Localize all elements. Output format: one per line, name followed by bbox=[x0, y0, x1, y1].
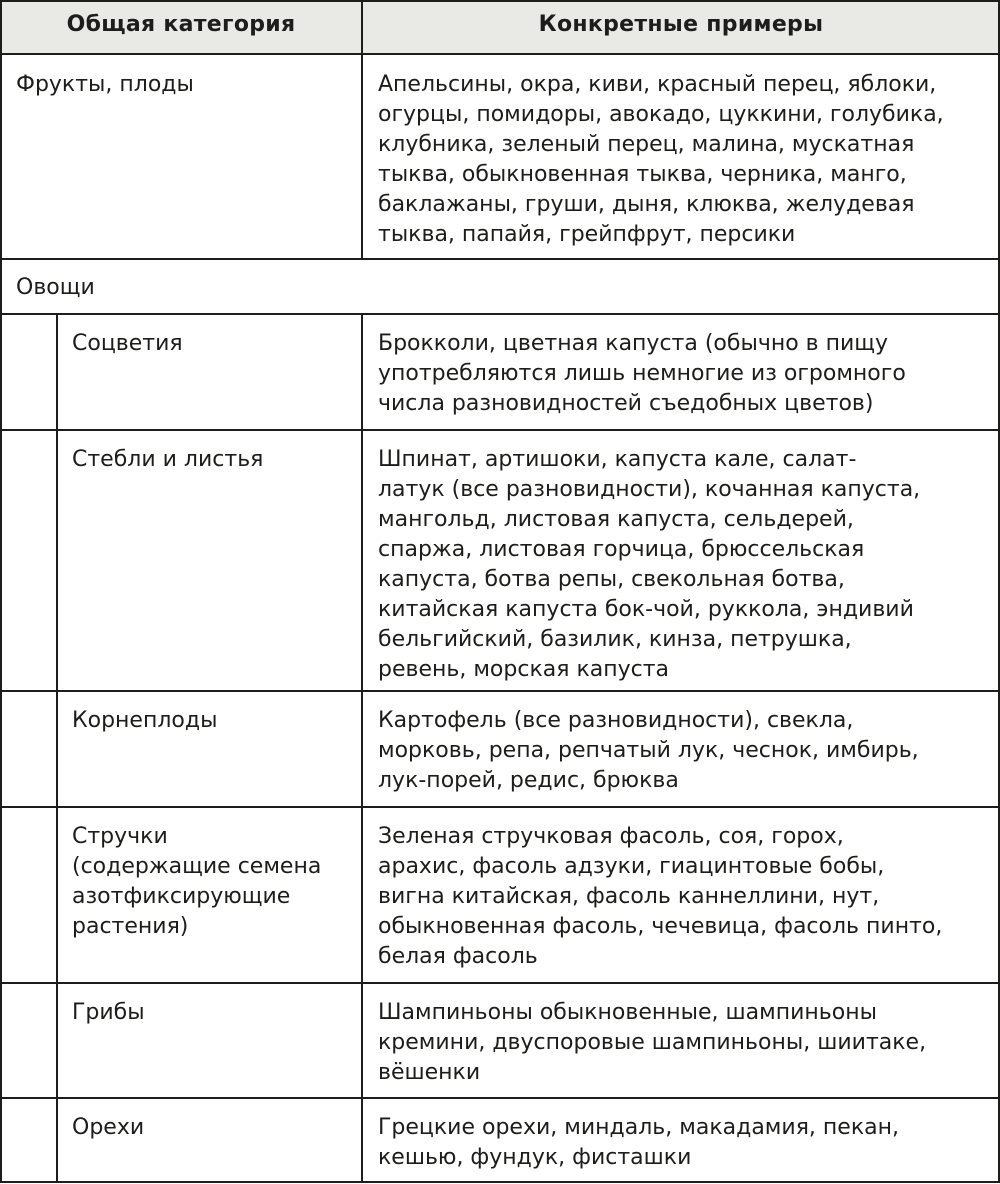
examples-line: кешью, фундук, фисташки bbox=[378, 1145, 692, 1170]
subcategory-label: Соцветия bbox=[72, 331, 183, 356]
row-divider bbox=[0, 258, 1000, 260]
header-category: Общая категория bbox=[66, 12, 296, 37]
row-divider bbox=[0, 1181, 1000, 1183]
examples-line: клубника, зеленый перец, малина, мускатная bbox=[378, 132, 915, 157]
examples-line: бельгийский, базилик, кинза, петрушка, bbox=[378, 627, 852, 652]
examples-line: Картофель (все разновидности), свекла, bbox=[378, 708, 854, 733]
examples-line: Шпинат, артишоки, капуста кале, салат- bbox=[378, 447, 857, 472]
examples-line: Грецкие орехи, миндаль, макадамия, пекан, bbox=[378, 1115, 899, 1140]
examples-line: ревень, морская капуста bbox=[378, 657, 670, 682]
examples-line: Шампиньоны обыкновенные, шампиньоны bbox=[378, 1000, 877, 1025]
examples-line: Брокколи, цветная капуста (обычно в пищу bbox=[378, 331, 889, 356]
examples-line: вёшенки bbox=[378, 1060, 481, 1085]
header-examples: Конкретные примеры bbox=[538, 12, 824, 37]
examples-line: латук (все разновидности), кочанная капуста, bbox=[378, 477, 921, 502]
examples-line: обыкновенная фасоль, чечевица, фасоль пинто, bbox=[378, 914, 943, 939]
subcategory-label: Стебли и листья bbox=[72, 447, 264, 472]
subcategory-label: Корнеплоды bbox=[72, 708, 218, 733]
examples-line: морковь, репа, репчатый лук, чеснок, имбирь, bbox=[378, 738, 919, 763]
row-divider bbox=[0, 982, 1000, 984]
examples-line: арахис, фасоль адзуки, гиацинтовые бобы, bbox=[378, 854, 885, 879]
examples-line: огурцы, помидоры, авокадо, цуккини, голубика, bbox=[378, 102, 944, 127]
column-divider bbox=[56, 314, 58, 1182]
row-divider bbox=[0, 1097, 1000, 1099]
row-divider bbox=[0, 690, 1000, 692]
row-divider bbox=[0, 53, 1000, 55]
examples-line: мангольд, листовая капуста, сельдерей, bbox=[378, 507, 854, 532]
column-divider bbox=[361, 314, 363, 1182]
examples-line: капуста, ботва репы, свекольная ботва, bbox=[378, 567, 845, 592]
subcategory-label: Орехи bbox=[72, 1115, 145, 1140]
examples-line: вигна китайская, фасоль каннеллини, нут, bbox=[378, 884, 880, 909]
examples-line: числа разновидностей съедобных цветов) bbox=[378, 391, 874, 416]
subcategory-label: растения) bbox=[72, 914, 189, 939]
examples-line: употребляются лишь немногие из огромного bbox=[378, 361, 906, 386]
row-divider bbox=[0, 429, 1000, 431]
examples-line: спаржа, листовая горчица, брюссельская bbox=[378, 537, 865, 562]
subcategory-label: Стручки bbox=[72, 824, 168, 849]
examples-line: баклажаны, груши, дыня, клюква, желудевая bbox=[378, 192, 915, 217]
column-divider bbox=[361, 0, 363, 259]
examples-line: лук-порей, редис, брюква bbox=[378, 768, 679, 793]
examples-line: белая фасоль bbox=[378, 944, 538, 969]
examples-line: тыква, обыкновенная тыква, черника, манго, bbox=[378, 162, 907, 187]
category-fruits: Фрукты, плоды bbox=[16, 72, 194, 97]
examples-line: Зеленая стручковая фасоль, соя, горох, bbox=[378, 824, 844, 849]
row-divider bbox=[0, 0, 1000, 2]
subcategory-label: (содержащие семена bbox=[72, 854, 322, 879]
examples-line: кремини, двуспоровые шампиньоны, шиитаке, bbox=[378, 1030, 927, 1055]
category-vegetables: Овощи bbox=[16, 275, 95, 300]
column-divider bbox=[0, 0, 2, 1183]
row-divider bbox=[0, 313, 1000, 315]
examples-line: китайская капуста бок-чой, руккола, эндивий bbox=[378, 597, 914, 622]
row-divider bbox=[0, 806, 1000, 808]
examples-line: тыква, папайя, грейпфрут, персики bbox=[378, 222, 796, 247]
subcategory-label: Грибы bbox=[72, 1000, 145, 1025]
subcategory-label: азотфиксирующие bbox=[72, 884, 291, 909]
examples-line: Апельсины, окра, киви, красный перец, яблоки, bbox=[378, 72, 937, 97]
